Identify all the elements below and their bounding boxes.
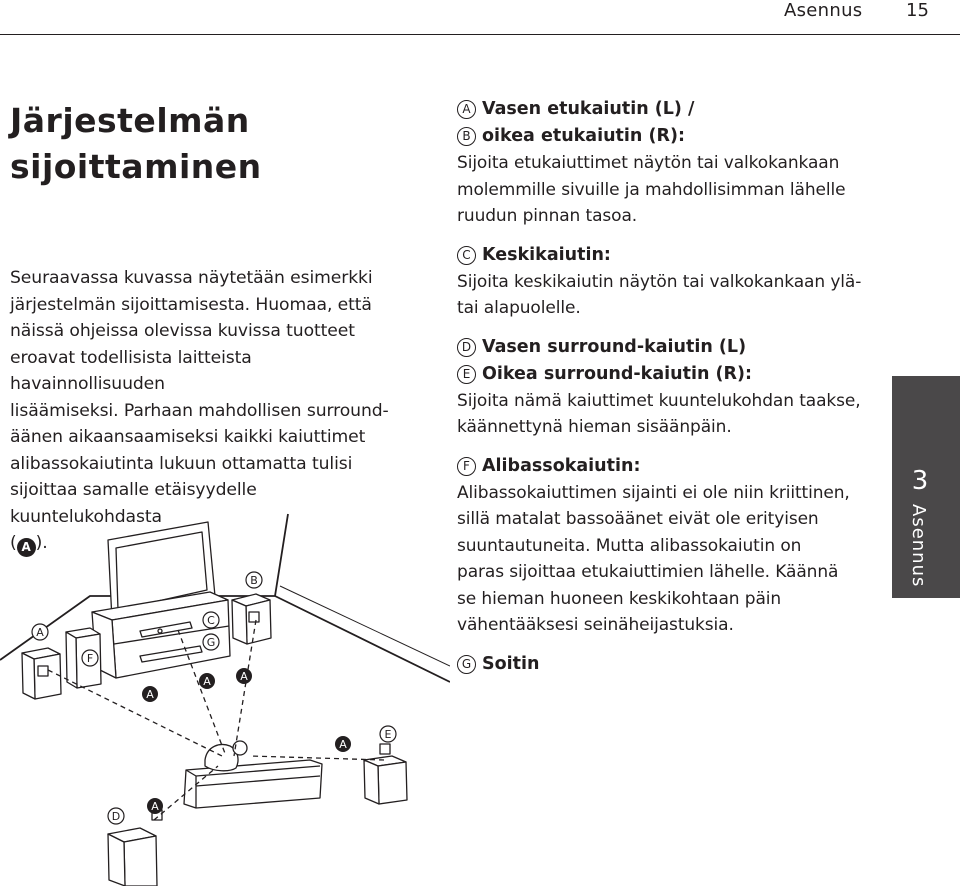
item-heading [457,334,877,361]
item-line: Alibassokaiuttimen sijainti ei ole niin kriittinen, [457,482,850,503]
item-heading-text: Oikea surround-kaiutin (R): [482,363,752,384]
item-text [457,269,877,322]
item-heading [457,453,877,480]
header-rule [0,34,960,35]
item-line: molemmille sivuille ja mahdollisimman lähelle [457,179,846,200]
speaker-placement-diagram [0,508,450,886]
page-title-line: sijoittaminen [10,147,262,186]
item-heading [457,123,877,150]
intro-line: äänen aikaansaamiseksi kaikki kaiuttimet [10,427,366,447]
item-line: paras sijoittaa etukaiuttimien lähelle. Käännä [457,562,839,582]
front-right-speaker-illustration [232,594,271,644]
item-heading [457,96,877,123]
letter-badge: A [457,100,476,119]
item-text [457,480,877,639]
diagram-label-surround-left [108,808,124,824]
header-page-number: 15 [906,0,929,21]
diagram-label-front-right [246,572,262,588]
letter-badge: G [457,655,476,674]
surround-right-speaker-illustration [364,744,407,804]
letter-badge: B [457,127,476,146]
intro-line: eroavat todellisista laitteista havainnollisuuden [10,347,252,394]
intro-line: lisäämiseksi. Parhaan mahdollisen surround- [10,400,389,421]
item-line: käännettynä hieman sisäänpäin. [457,417,732,437]
diagram-label-distance [147,798,163,814]
subwoofer-item [457,453,877,639]
diagram-label-distance [335,736,351,752]
diagram-label-text: A [36,626,44,639]
room-wall-line [275,596,450,682]
intro-last-close: ). [35,533,48,553]
item-line: ruudun pinnan tasoa. [457,206,638,226]
intro-line: Seuraavassa kuvassa näytetään esimerkki [10,268,373,288]
room-wall-line [280,586,450,666]
player-item [457,651,877,678]
diagram-label-text: C [207,614,215,627]
diagram-label-text: F [86,652,94,665]
intro-last-open: ( [10,533,17,553]
item-heading-text: oikea etukaiutin (R): [482,126,685,146]
item-line: Sijoita etukaiuttimet näytön tai valkokankaan [457,153,840,173]
intro-reference-badge: A [17,538,36,557]
item-heading-text: Vasen surround-kaiutin (L) [482,336,747,357]
center-speaker-item [457,242,877,322]
front-left-speaker-illustration [22,648,61,699]
diagram-label-front-left [32,624,48,640]
item-line: Sijoita keskikaiutin näytön tai valkokankaan ylä- [457,271,862,292]
item-heading-text: Soitin [482,653,540,674]
diagram-label-text: G [206,636,216,649]
diagram-label-center [203,612,219,628]
item-line: Sijoita nämä kaiuttimet kuuntelukohdan taakse, [457,390,861,411]
front-speakers-item [457,96,877,230]
diagram-label-text: E [384,728,392,741]
diagram-label-distance [199,673,215,689]
item-line: tai alapuolelle. [457,298,581,318]
diagram-label-text: A [203,675,211,688]
letter-badge: C [457,246,476,265]
letter-badge: F [457,457,476,476]
speaker-descriptions [457,96,877,690]
letter-badge: D [457,338,476,357]
item-text [457,388,877,441]
intro-line: sijoittaa samalle etäisyydelle kuuntelukohdasta [10,480,257,527]
page-title [10,98,310,190]
item-heading [457,651,877,678]
item-line: se hieman huoneen keskikohtaan päin [457,588,782,609]
page-title-line: Järjestelmän [10,101,250,140]
item-heading [457,361,877,388]
intro-line: alibassokaiutinta lukuun ottamatta tulisi [10,453,353,474]
item-heading [457,242,877,269]
intro-line: järjestelmän sijoittamisesta. Huomaa, että [10,294,372,315]
chapter-label: Asennus [908,504,929,588]
diagram-label-player [203,634,219,650]
diagram-label-text: D [111,810,121,823]
diagram-label-text: A [240,670,248,683]
diagram-label-distance [236,668,252,684]
diagram-label-subwoofer [82,650,98,666]
sofa-illustration [184,760,322,808]
intro-line: näissä ohjeissa olevissa kuvissa tuotteet [10,321,355,341]
header-section-title: Asennus [784,0,863,21]
diagram-label-text: A [146,688,154,701]
item-heading-text: Alibassokaiutin: [482,455,641,476]
surround-speakers-item [457,334,877,441]
diagram-label-surround-right [380,726,396,742]
diagram-label-text: A [339,738,347,751]
diagram-label-text: A [151,800,159,813]
item-line: sillä matalat bassoäänet eivät ole erityisen [457,509,819,529]
item-heading-text: Keskikaiutin: [482,244,611,265]
item-heading-text: Vasen etukaiutin (L) / [482,99,695,119]
diagram-label-distance [142,686,158,702]
item-line: vähentääksesi seinäheijastuksia. [457,615,734,635]
item-line: suuntautuneita. Mutta alibassokaiutin on [457,535,802,556]
chapter-tab [892,376,960,598]
item-text [457,150,877,230]
letter-badge: E [457,365,476,384]
diagram-label-text: B [250,574,258,587]
chapter-number: 3 [911,466,929,496]
